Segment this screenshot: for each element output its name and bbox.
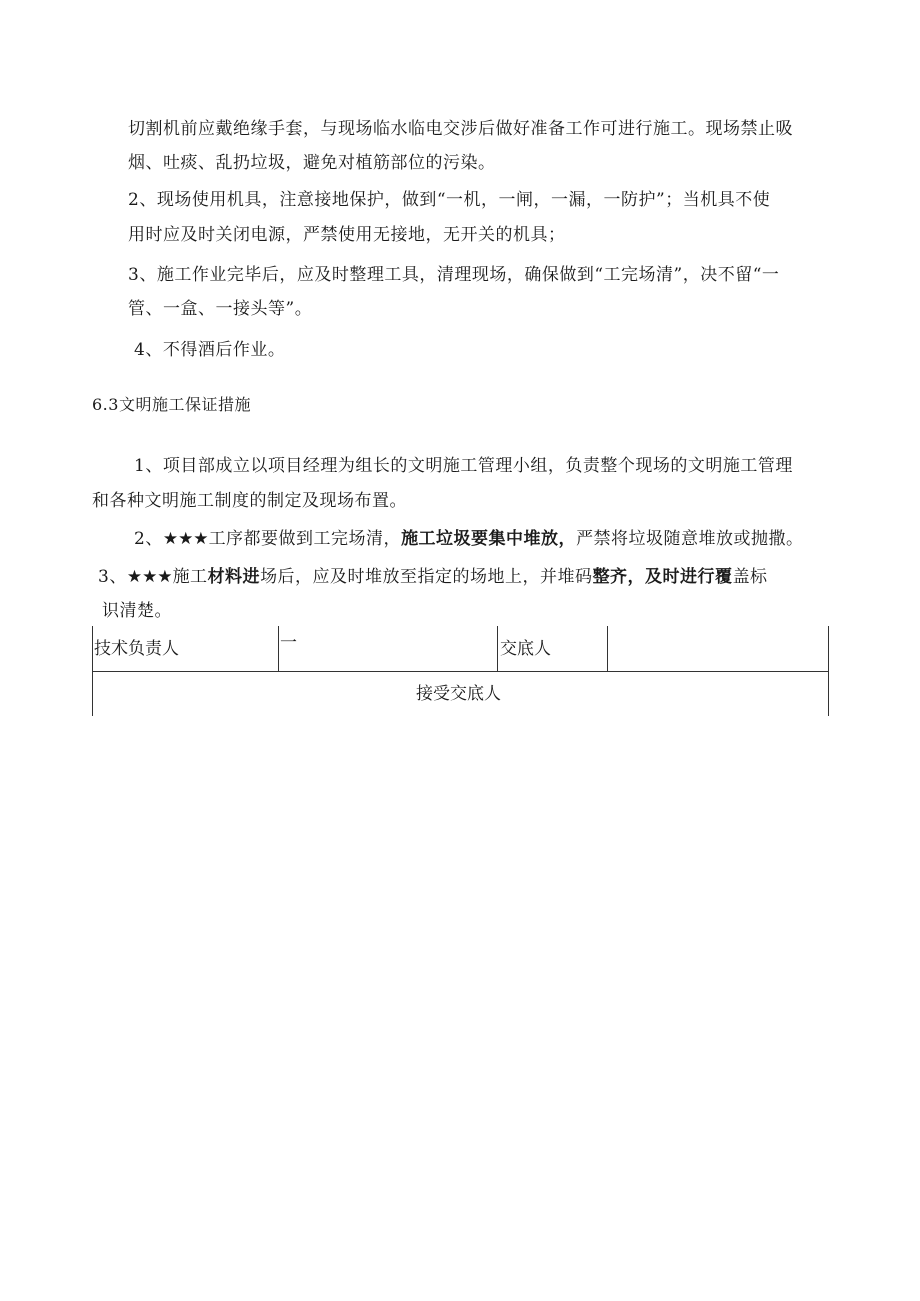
paragraph-line: 切割机前应戴绝缘手套，与现场临水临电交涉后做好准备工作可进行施工。现场禁止吸 xyxy=(128,119,793,139)
bold-text-run: 材料进 xyxy=(207,567,261,587)
bold-text-run: 整齐，及时进行覆 xyxy=(592,567,733,587)
handover-person-label: 交底人 xyxy=(500,639,551,659)
list-item-4: 4、不得酒后作业。 xyxy=(134,340,286,360)
receiver-label: 接受交底人 xyxy=(416,684,501,704)
tech-lead-label: 技术负责人 xyxy=(94,639,179,659)
tech-lead-value: 一 xyxy=(280,633,297,653)
text-run: 场后，应及时堆放至指定的场地上，并堆码 xyxy=(260,567,593,587)
star-rating-icon: ★★★ xyxy=(126,567,173,587)
text-run: 严禁将垃圾随意堆放或抛撒。 xyxy=(576,529,804,549)
section-heading: 6.3文明施工保证措施 xyxy=(92,395,251,414)
list-item-3-line: 管、一盒、一接头等”。 xyxy=(128,299,313,319)
star-rating-icon: ★★★ xyxy=(162,529,209,549)
table-divider xyxy=(497,626,498,672)
item-number: 3、 xyxy=(98,567,127,587)
text-run: 工序都要做到工完场清， xyxy=(208,529,402,549)
bold-text-run: 施工垃圾要集中堆放， xyxy=(401,529,577,549)
civil-item-1-line: 和各种文明施工制度的制定及现场布置。 xyxy=(92,491,407,511)
civil-item-2 xyxy=(134,528,804,550)
item-number: 2、 xyxy=(134,529,163,549)
table-divider xyxy=(607,626,608,672)
civil-item-1-line: 1、项目部成立以项目经理为组长的文明施工管理小组，负责整个现场的文明施工管理 xyxy=(134,456,793,476)
civil-item-3 xyxy=(98,566,768,588)
text-run: 盖标 xyxy=(732,567,768,587)
list-item-2-line: 用时应及时关闭电源，严禁使用无接地，无开关的机具； xyxy=(128,225,566,245)
table-row-divider xyxy=(92,671,829,672)
text-run: 施工 xyxy=(172,567,208,587)
civil-item-3-line: 识清楚。 xyxy=(102,601,172,621)
paragraph-line: 烟、吐痰、乱扔垃圾，避免对植筋部位的污染。 xyxy=(128,153,496,173)
list-item-2-line: 2、现场使用机具，注意接地保护，做到“一机，一闸，一漏，一防护”；当机具不使 xyxy=(128,190,771,210)
list-item-3-line: 3、施工作业完毕后，应及时整理工具，清理现场，确保做到“工完场清”，决不留“一 xyxy=(128,265,780,285)
table-divider xyxy=(278,626,279,672)
